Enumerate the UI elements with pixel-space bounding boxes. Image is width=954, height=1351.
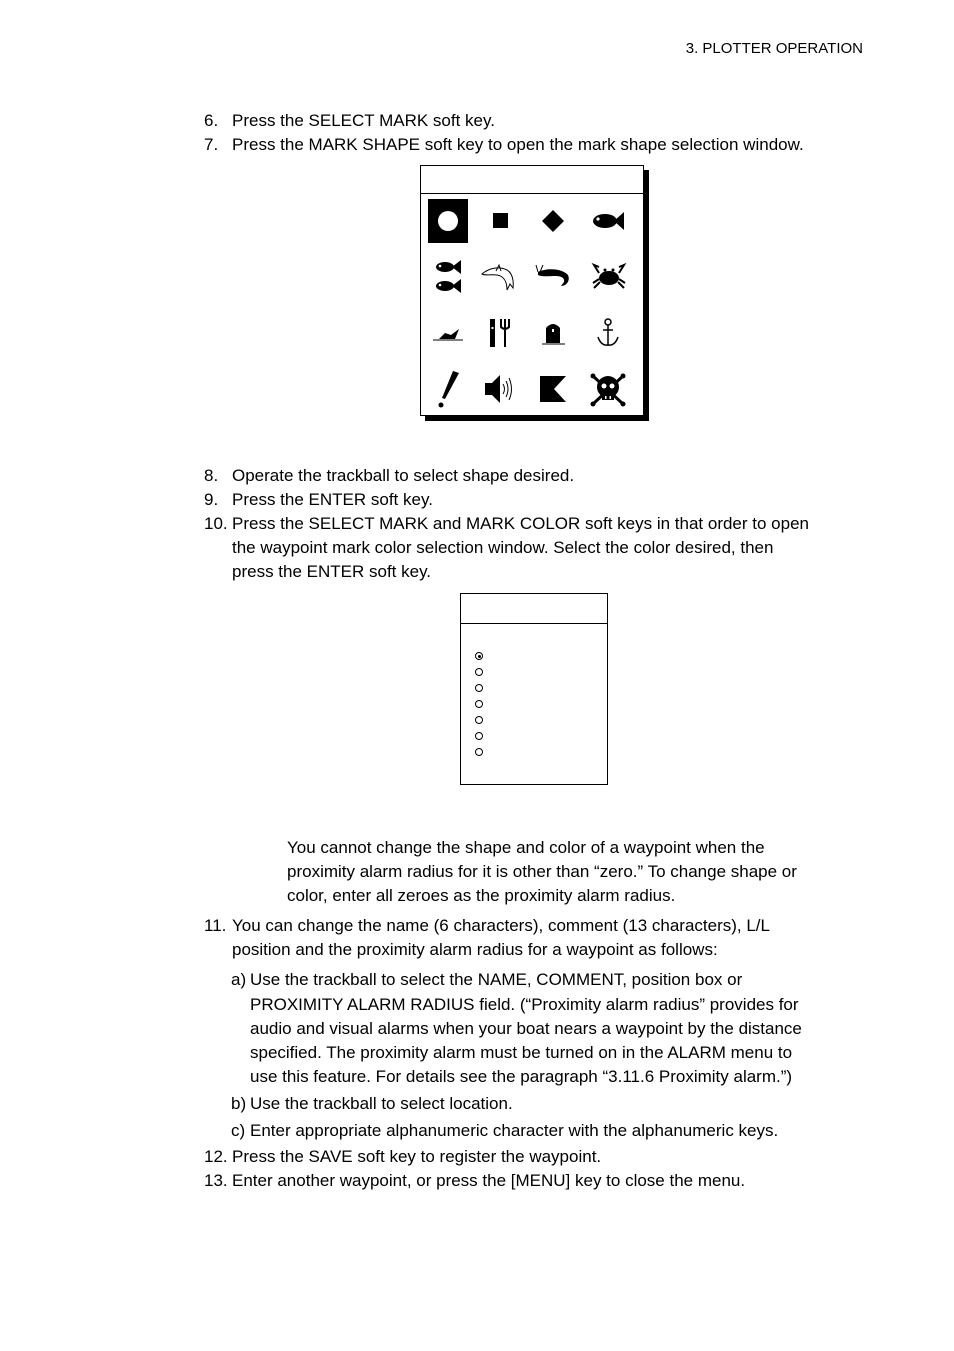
substep-label: b) <box>231 1094 247 1113</box>
wreck-icon[interactable] <box>428 311 468 355</box>
step-text: press the ENTER soft key. <box>232 562 432 581</box>
step-number: 9. <box>204 490 219 509</box>
flag-icon[interactable] <box>533 367 573 411</box>
anchor-icon[interactable] <box>588 311 628 355</box>
step-text: Press the SAVE soft key to register the waypoint. <box>232 1147 602 1166</box>
substep-label: a) <box>231 970 247 989</box>
crab-icon[interactable] <box>589 255 629 299</box>
substep-text: use this feature. For details see the paragraph “3.11.6 Proximity alarm.”) <box>250 1067 793 1086</box>
step-13 <box>204 1169 746 1193</box>
circle-icon[interactable] <box>428 199 468 243</box>
window-title-bar <box>461 594 607 624</box>
two-fish-icon[interactable] <box>428 255 468 299</box>
mark-color-window <box>460 593 608 785</box>
diamond-icon[interactable] <box>533 199 573 243</box>
step-6 <box>204 109 495 133</box>
speaker-icon[interactable] <box>479 367 519 411</box>
restaurant-icon[interactable] <box>479 311 519 355</box>
step-text: Press the MARK SHAPE soft key to open the mark shape selection window. <box>232 135 804 154</box>
step-number: 12. <box>204 1147 228 1166</box>
substep-label: c) <box>231 1121 246 1140</box>
section-header: 3. PLOTTER OPERATION <box>685 40 863 57</box>
substep-text: specified. The proximity alarm must be turned on in the ALARM menu to <box>250 1043 793 1062</box>
color-option-radio[interactable] <box>475 716 483 724</box>
substep-text: Use the trackball to select location. <box>250 1094 513 1113</box>
shrimp-icon[interactable] <box>533 255 573 299</box>
substep-a <box>231 968 802 1086</box>
note-line: proximity alarm radius for it is other than “zero.” To change shape or <box>287 862 797 881</box>
substep-b <box>231 1092 513 1116</box>
tombstone-icon[interactable] <box>533 311 573 355</box>
square-icon[interactable] <box>481 199 521 243</box>
step-number: 13. <box>204 1171 228 1190</box>
substep-text: PROXIMITY ALARM RADIUS field. (“Proximity alarm radius” provides for <box>250 995 799 1014</box>
fish-icon[interactable] <box>588 199 628 243</box>
step-10 <box>204 512 809 581</box>
step-number: 11. <box>204 916 227 935</box>
step-text: Press the SELECT MARK soft key. <box>232 111 495 130</box>
step-number: 10. <box>204 514 228 533</box>
substep-text: audio and visual alarms when your boat nears a waypoint by the distance <box>250 1019 802 1038</box>
window-title-bar <box>421 166 643 194</box>
step-number: 8. <box>204 466 219 485</box>
note-line: color, enter all zeroes as the proximity alarm radius. <box>287 886 676 905</box>
step-text: Enter another waypoint, or press the [MENU] key to close the menu. <box>232 1171 746 1190</box>
step-9 <box>204 488 433 512</box>
color-option-radio[interactable] <box>475 668 483 676</box>
mark-shape-window <box>420 165 644 416</box>
color-option-radio[interactable] <box>475 748 483 756</box>
color-option-radio[interactable] <box>475 700 483 708</box>
step-text: Press the SELECT MARK and MARK COLOR soft keys in that order to open <box>232 514 809 533</box>
step-8 <box>204 464 575 488</box>
note-line: You cannot change the shape and color of a waypoint when the <box>287 838 765 857</box>
skull-crossbones-icon[interactable] <box>588 367 628 411</box>
step-number: 7. <box>204 135 219 154</box>
step-text: Press the ENTER soft key. <box>232 490 433 509</box>
step-12 <box>204 1145 602 1169</box>
step-text: You can change the name (6 characters), comment (13 characters), L/L <box>232 916 770 935</box>
dolphin-icon[interactable] <box>479 255 519 299</box>
substep-text: Enter appropriate alphanumeric character with the alphanumeric keys. <box>250 1121 779 1140</box>
color-option-radio[interactable] <box>475 732 483 740</box>
exclamation-icon[interactable] <box>428 367 468 411</box>
color-option-radio[interactable] <box>475 652 483 660</box>
step-text: position and the proximity alarm radius for a waypoint as follows: <box>232 940 718 959</box>
color-option-radio[interactable] <box>475 684 483 692</box>
step-11 <box>204 914 770 959</box>
substep-text: Use the trackball to select the NAME, COMMENT, position box or <box>250 970 743 989</box>
step-text: the waypoint mark color selection window. Select the color desired, then <box>232 538 774 557</box>
step-7 <box>204 133 804 157</box>
substep-c <box>231 1119 779 1143</box>
step-text: Operate the trackball to select shape desired. <box>232 466 575 485</box>
step-number: 6. <box>204 111 219 130</box>
